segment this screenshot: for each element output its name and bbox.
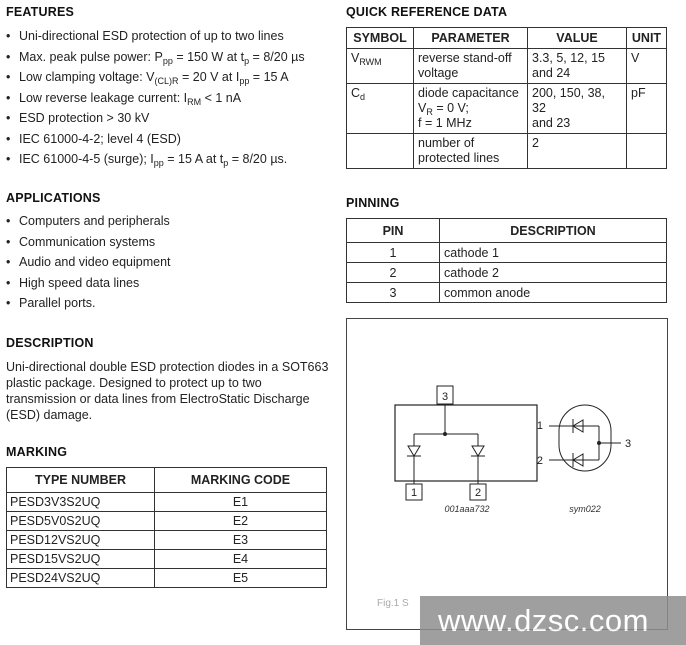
figure-caption: Fig.1 S: [377, 598, 409, 609]
col-symbol: SYMBOL: [347, 28, 414, 49]
package-outline: [395, 405, 537, 481]
table-row: $C_d$ diode capacitance $V_R = 0$ V; f = 1 MHz 200, 150, 38, 32 and 23 pF: [347, 84, 667, 134]
col-marking-code: MARKING CODE: [155, 468, 327, 493]
features-section: [6, 5, 305, 170]
description-text: Uni-directional double ESD protection diodes in a SOT663 plastic package. Designed to protect up to two transmission or data lines from ElectroStatic Discharge (ESD) damage.: [6, 360, 329, 422]
table-row: PESD12VS2UQ E3: [7, 531, 327, 550]
applications-section: [6, 191, 171, 314]
col-unit: UNIT: [627, 28, 667, 49]
pin1-label: 1: [410, 487, 418, 499]
sym-pin2-label: 2: [536, 455, 543, 467]
table-row: PESD24VS2UQ E5: [7, 569, 327, 588]
table-row: PESD3V3S2UQ E1: [7, 493, 327, 512]
list-item: • IEC 61000-4-5 (surge); $I_{pp} = 15$ A at $t_p = 8/20$ µs.: [6, 149, 305, 170]
list-item: • IEC 61000-4-2; level 4 (ESD): [6, 129, 305, 150]
pin2-label: 2: [474, 487, 482, 499]
table-row: $V_{RWM}$ reverse stand-off voltage 3.3, 5, 12, 15 and 24 V: [347, 49, 667, 84]
list-item: • Parallel ports.: [6, 293, 171, 314]
list-item: • Communication systems: [6, 232, 171, 253]
col-value: VALUE: [528, 28, 627, 49]
table-row: PESD5V0S2UQ E2: [7, 512, 327, 531]
pinning-figure: [346, 318, 668, 630]
list-item: • Audio and video equipment: [6, 252, 171, 273]
diagram-id-left: 001aaa732: [444, 504, 490, 514]
description-section: [6, 335, 328, 423]
marking-heading: MARKING: [6, 445, 68, 459]
col-pin: PIN: [347, 219, 440, 243]
marking-section: [6, 445, 327, 588]
list-item: • Uni-directional ESD protection of up to two lines: [6, 26, 305, 47]
col-description: DESCRIPTION: [440, 219, 667, 243]
features-list: [6, 26, 305, 170]
diode-right-icon: [472, 446, 484, 456]
sym-pin1-label: 1: [536, 420, 543, 432]
watermark: www.dzsc.com: [420, 596, 686, 645]
pinning-table: [346, 218, 667, 303]
sym-pin3-label: 3: [625, 438, 632, 450]
table-row: PESD15VS2UQ E4: [7, 550, 327, 569]
list-item: • Low clamping voltage: $V_{(CL)R} = 20$ V at $I_{pp} = 15$ A: [6, 67, 305, 88]
list-item: • Low reverse leakage current: $I_{RM} < 1$ nA: [6, 88, 305, 109]
pinning-heading: PINNING: [346, 196, 400, 210]
table-row: number of protected lines 2: [347, 134, 667, 169]
diode-left-icon: [408, 446, 420, 456]
features-heading: FEATURES: [6, 5, 75, 19]
pin3-label: 3: [441, 391, 449, 403]
col-type-number: TYPE NUMBER: [7, 468, 155, 493]
list-item: • ESD protection > 30 kV: [6, 108, 305, 129]
table-row: 3 common anode: [347, 283, 667, 303]
applications-list: [6, 211, 171, 314]
quickref-section: [346, 5, 667, 169]
col-parameter: PARAMETER: [414, 28, 528, 49]
quickref-table: [346, 27, 667, 169]
table-row: 2 cathode 2: [347, 263, 667, 283]
list-item: • Max. peak pulse power: $P_{pp} = 150$ W at $t_p = 8/20$ µs: [6, 47, 305, 68]
description-heading: DESCRIPTION: [6, 336, 94, 350]
junction-dot: [443, 432, 447, 436]
pinning-section: [346, 196, 667, 303]
list-item: • Computers and peripherals: [6, 211, 171, 232]
symbol-outline: [559, 405, 611, 471]
package-diagram: [347, 319, 667, 619]
applications-heading: APPLICATIONS: [6, 191, 101, 205]
quickref-heading: QUICK REFERENCE DATA: [346, 5, 508, 19]
diagram-id-right: sym022: [569, 504, 601, 514]
table-row: 1 cathode 1: [347, 243, 667, 263]
marking-table: [6, 467, 327, 588]
list-item: • High speed data lines: [6, 273, 171, 294]
